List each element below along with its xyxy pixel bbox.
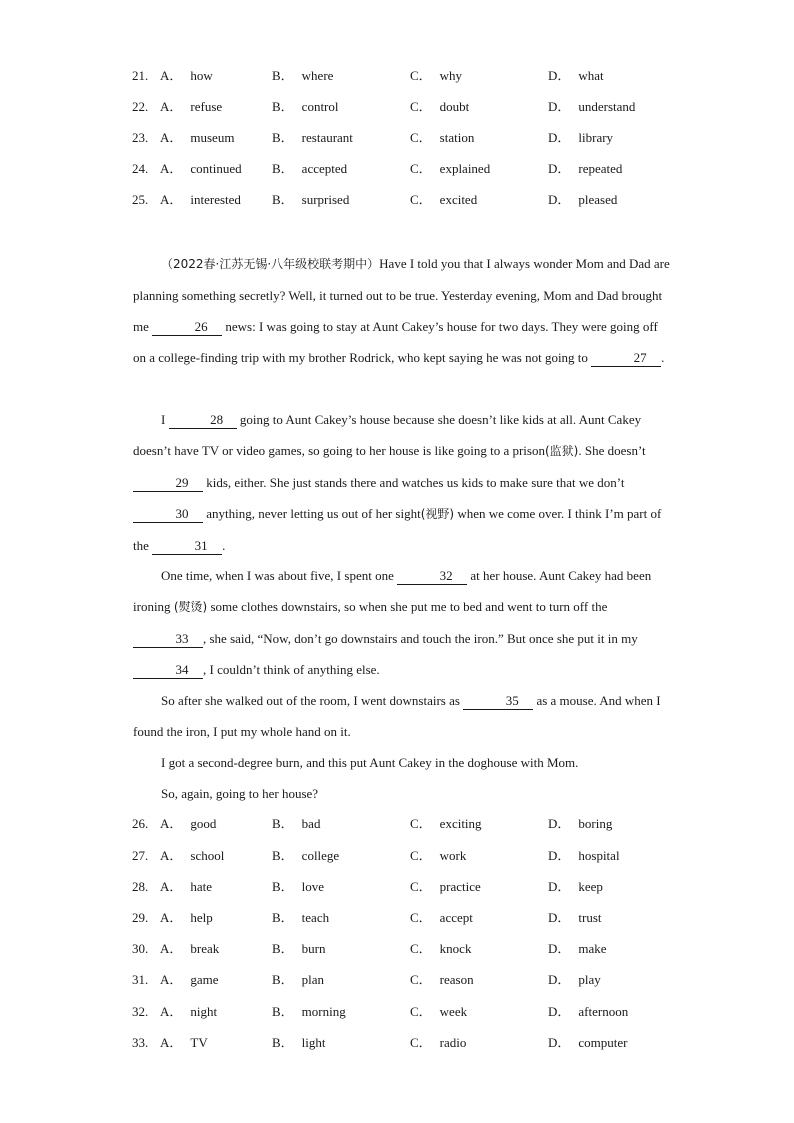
option-c: C． accept [410,910,473,925]
option-c: C． work [410,848,467,863]
option-a: A． break [160,941,220,956]
option-d: D． library [548,130,614,145]
question-21-options [132,64,692,88]
passage-paragraph-1: （2022春·江苏无锡·八年级校联考期中）Have I told you that I always wonder Mom and Dad are planning something secretly? Well, it turned out to be true. Yesterday evening, Mom and Dad brought me 26 news: I was going to stay at Aunt Cakey’s house for two days. They were going off on a college-finding trip with my brother Rodrick, who kept saying he was not going to 27 . [133,256,670,365]
option-d: D． pleased [548,192,618,207]
question-28-options [132,875,692,899]
option-c: C． radio [410,1035,467,1050]
question-number: 21. [132,68,149,83]
blank-34[interactable]: 34 [133,662,203,679]
option-b: B． restaurant [272,130,353,145]
option-b: B． plan [272,972,325,987]
option-b: B． control [272,99,339,114]
question-29-options [132,906,692,930]
question-number: 25. [132,192,149,207]
option-d: D． trust [548,910,602,925]
question-31-options [132,968,692,992]
passage-paragraph-3: One time, when I was about five, I spent one 32 at her house. Aunt Cakey had been ironing (熨烫) some clothes downstairs, so when she put me to bed and went to turn off the 33 , she said, “Now, don’t go downstairs and touch the iron.” But once she put it in my 34 , I couldn’t think of anything else. [133,568,652,677]
blank-28[interactable]: 28 [169,412,237,429]
option-a: A． school [160,848,225,863]
blank-33[interactable]: 33 [133,631,203,648]
blank-35[interactable]: 35 [463,693,533,710]
option-a: A． interested [160,192,241,207]
passage-source: （2022春·江苏无锡·八年级校联考期中） [161,257,380,271]
passage-paragraph-2: I 28 going to Aunt Cakey’s house because she doesn’t like kids at all. Aunt Cakey doesn’t have TV or video games, so going to her house is like going to a prison(监狱). She doesn’t 29 kids, either. She just stands there and watches us kids to make sure that we don’t 30 anything, never letting us out of her sight(视野) when we come over. I think I’m part of the 31 . [133,412,662,553]
question-24-options [132,157,692,181]
option-a: A． hate [160,879,213,894]
option-a: A． continued [160,161,242,176]
option-c: C． why [410,68,463,83]
option-c: C． practice [410,879,481,894]
question-number: 28. [132,879,149,894]
passage-paragraph-4: So after she walked out of the room, I went downstairs as 35 as a mouse. And when I found the iron, I put my whole hand on it. [133,693,661,739]
question-number: 32. [132,1004,149,1019]
question-30-options [132,937,692,961]
question-23-options [132,126,692,150]
blank-30[interactable]: 30 [133,506,203,523]
option-a: A． night [160,1004,218,1019]
option-b: B． teach [272,910,330,925]
question-number: 31. [132,972,149,987]
option-b: B． bad [272,816,321,831]
question-number: 24. [132,161,149,176]
option-a: A． help [160,910,213,925]
question-number: 22. [132,99,149,114]
option-b: B． light [272,1035,326,1050]
question-number: 30. [132,941,149,956]
option-c: C． excited [410,192,478,207]
blank-29[interactable]: 29 [133,475,203,492]
option-c: C． knock [410,941,472,956]
blank-27[interactable]: 27 [591,350,661,367]
question-number: 23. [132,130,149,145]
option-c: C． station [410,130,475,145]
question-25-options [132,188,692,212]
option-d: D． make [548,941,607,956]
question-32-options [132,1000,692,1024]
question-number: 26. [132,816,149,831]
option-c: C． explained [410,161,491,176]
question-22-options [132,95,692,119]
option-b: B． where [272,68,334,83]
blank-31[interactable]: 31 [152,538,222,555]
option-c: C． exciting [410,816,482,831]
option-d: D． play [548,972,601,987]
option-d: D． understand [548,99,636,114]
option-b: B． college [272,848,340,863]
option-d: D． hospital [548,848,620,863]
option-d: D． repeated [548,161,623,176]
option-d: D． boring [548,816,613,831]
option-a: A． good [160,816,217,831]
passage-paragraph-6: So, again, going to her house? [161,786,319,801]
option-a: A． refuse [160,99,223,114]
question-number: 33. [132,1035,149,1050]
option-b: B． accepted [272,161,348,176]
option-b: B． burn [272,941,326,956]
option-a: A． TV [160,1035,208,1050]
question-33-options [132,1031,692,1055]
option-a: A． game [160,972,219,987]
option-b: B． love [272,879,325,894]
option-a: A． museum [160,130,235,145]
question-number: 29. [132,910,149,925]
option-b: B． surprised [272,192,350,207]
option-d: D． afternoon [548,1004,629,1019]
option-c: C． week [410,1004,468,1019]
option-d: D． keep [548,879,603,894]
passage-paragraph-5: I got a second-degree burn, and this put Aunt Cakey in the doghouse with Mom. [161,755,579,770]
option-d: D． computer [548,1035,628,1050]
question-27-options [132,844,692,868]
option-c: C． doubt [410,99,470,114]
option-b: B． morning [272,1004,346,1019]
blank-26[interactable]: 26 [152,319,222,336]
option-d: D． what [548,68,604,83]
option-c: C． reason [410,972,474,987]
question-number: 27. [132,848,149,863]
question-26-options [132,812,692,836]
option-a: A． how [160,68,213,83]
blank-32[interactable]: 32 [397,568,467,585]
